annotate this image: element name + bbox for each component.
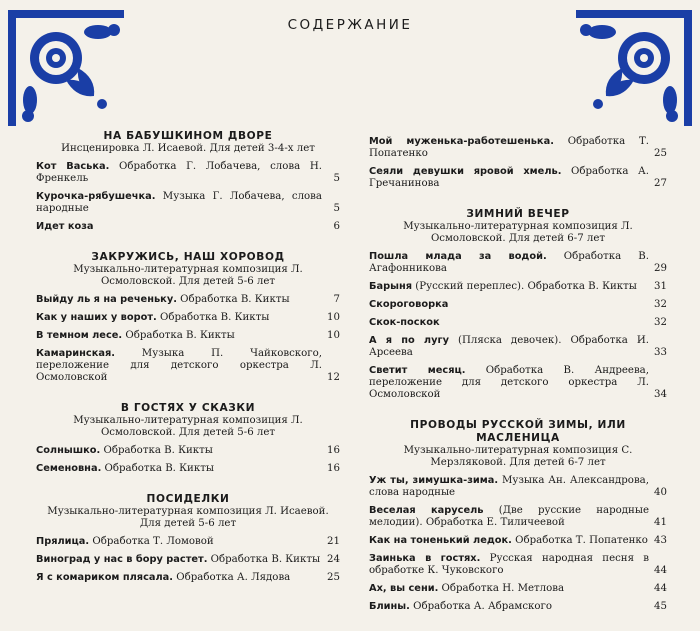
page-number: 41 [654,517,667,528]
toc-entry[interactable] [369,166,667,190]
toc-entry[interactable] [369,365,667,401]
entry-text [369,601,649,613]
page-number: 7 [333,294,340,305]
section-title: В ГОСТЯХ У СКАЗКИ [120,402,256,414]
entry-title: Пошла млада за водой. [369,251,547,262]
section-title: ПРОВОДЫ РУССКОЙ ЗИМЫ, ИЛИ МАСЛЕНИЦА [410,419,626,444]
toc-entry[interactable] [369,601,667,613]
entry-title: Сеяли девушки яровой хмель. [369,166,562,177]
entry-details: Обработка А. Абрамского [409,601,552,612]
toc-section [36,493,340,584]
entry-title: Ах, вы сени. [369,583,439,594]
entry-text [369,553,649,577]
entry-title: Прялица. [36,536,90,547]
section-subtitle: Инсценировка Л. Исаевой. Для детей 3-4-х лет [61,143,315,154]
entry-title: Скок-поскок [369,317,440,328]
entry-title: Камаринская. [36,348,115,359]
entry-text [369,535,649,547]
entry-text [36,312,322,324]
entry-details: Обработка В. Кикты [176,294,290,305]
entry-details: Обработка В. Агафонникова [369,251,649,274]
section-title: НА БАБУШКИНОМ ДВОРЕ [103,130,273,142]
entry-text [36,294,322,306]
toc-column-right [369,130,667,631]
toc-entry[interactable] [369,281,667,293]
entry-title: Веселая карусель [369,505,484,516]
toc-entry[interactable] [36,330,340,342]
page-title: СОДЕРЖАНИЕ [287,17,413,33]
entry-text [36,536,322,548]
page-number: 21 [327,536,340,547]
page-number: 31 [654,281,667,292]
toc-entry[interactable] [369,583,667,595]
toc-entry[interactable] [369,475,667,499]
section-title: ЗИМНИЙ ВЕЧЕР [466,208,570,220]
toc-column-left [36,130,340,602]
toc-entry[interactable] [36,348,340,384]
entry-details: Обработка В. Андреева, переложение для детского оркестра Л. Осмоловской [369,365,649,400]
entry-details: Обработка В. Кикты [156,312,270,323]
entry-details: Обработка А. Лядова [173,572,291,583]
section-subtitle: Музыкально-литературная композиция Л. Осмоловской. Для детей 6-7 лет [403,221,633,244]
entry-details: Обработка Т. Попатенко [511,535,648,546]
toc-entry[interactable] [369,335,667,359]
entry-text [369,317,649,329]
entry-title: Солнышко. [36,445,101,456]
toc-section [369,419,667,613]
section-title: ЗАКРУЖИСЬ, НАШ ХОРОВОД [91,251,285,263]
entry-text [36,330,322,342]
entry-text [369,505,649,529]
section-subtitle: Музыкально-литературная композиция Л. Осмоловской. Для детей 5-6 лет [73,264,303,287]
entry-text [36,463,322,475]
toc-entry[interactable] [369,505,667,529]
section-subtitle: Музыкально-литературная композиция С. Мерзляковой. Для детей 6-7 лет [403,445,633,468]
toc-entry[interactable] [369,535,667,547]
entry-details: Обработка Т. Ломовой [89,536,214,547]
entry-title: Я с комариком плясала. [36,572,174,583]
page-number: 5 [333,173,340,184]
toc-entry[interactable] [369,299,667,311]
toc-entry[interactable] [36,221,340,233]
page-number: 16 [327,445,340,456]
page-number: 25 [654,148,667,159]
page-number: 27 [654,178,667,189]
entry-text [36,445,322,457]
toc-entry[interactable] [36,463,340,475]
section-title: ПОСИДЕЛКИ [146,493,230,505]
entry-details: Музыка Г. Лобачева, слова народные [36,191,322,214]
page-number: 43 [654,535,667,546]
toc-entry[interactable] [36,191,340,215]
entry-title: Уж ты, зимушка-зима. [369,475,499,486]
page-number: 24 [327,554,340,565]
entry-title: Как на тоненький ледок. [369,535,512,546]
toc-entry[interactable] [369,553,667,577]
entry-details: Обработка В. Кикты [122,330,235,341]
page-number: 32 [654,299,667,310]
toc-section [369,136,667,190]
entry-text [36,554,322,566]
entry-text [369,166,649,190]
entry-title: Идет коза [36,221,94,232]
entry-text [369,136,649,160]
toc-entry[interactable] [36,572,340,584]
entry-title: А я по лугу [369,335,449,346]
toc-section [369,208,667,401]
entry-text [369,251,649,275]
page-number: 6 [333,221,340,232]
entry-details: Обработка Н. Метлова [438,583,565,594]
page-number: 44 [654,583,667,594]
entry-details: Музыка Ан. Александрова, слова народные [369,475,649,498]
entry-details: (Русский переплес). Обработка В. Кикты [412,281,637,292]
toc-entry[interactable] [369,136,667,160]
entry-title: Скороговорка [369,299,449,310]
page-number: 12 [327,372,340,383]
entry-title: Кот Васька. [36,161,110,172]
toc-entry[interactable] [36,161,340,185]
toc-entry[interactable] [36,294,340,306]
entry-text [369,365,649,401]
page-number: 25 [327,572,340,583]
entry-text [36,348,322,384]
entry-title: Семеновна. [36,463,102,474]
page-number: 32 [654,317,667,328]
entry-text [36,161,322,185]
entry-details: Обработка В. Кикты [207,554,321,565]
entry-text [369,475,649,499]
entry-title: Виноград у нас в бору растет. [36,554,208,565]
toc-entry[interactable] [36,312,340,324]
page-number: 34 [654,389,667,400]
entry-text [369,299,649,311]
page-number: 33 [654,347,667,358]
entry-details: Обработка В. Кикты [100,445,213,456]
entry-title: Барыня [369,281,413,292]
entry-title: Курочка-рябушечка. [36,191,156,202]
entry-details: (Пляска девочек). Обработка И. Арсеева [369,335,650,358]
entry-text [369,335,649,359]
page-number: 44 [654,565,667,576]
corner-ornament-left-icon [6,8,126,128]
entry-text [36,191,322,215]
page-number: 10 [327,330,340,341]
entry-details: Русская народная песня в обработке К. Чуковского [369,553,649,576]
toc-entry[interactable] [369,251,667,275]
page-number: 10 [327,312,340,323]
toc-section [36,130,340,233]
toc-entry[interactable] [36,445,340,457]
entry-title: Выйду ль я на реченьку. [36,294,177,305]
entry-title: Светит месяц. [369,365,466,376]
entry-text [36,572,322,584]
entry-details: Обработка Г. Лобачева, слова Н. Френкель [36,161,322,184]
page-number: 5 [333,203,340,214]
entry-title: В темном лесе. [36,330,123,341]
page-number: 16 [327,463,340,474]
page-number: 29 [654,263,667,274]
toc-entry[interactable] [36,536,340,548]
toc-section [36,251,340,384]
entry-details: Обработка А. Гречанинова [369,166,649,189]
entry-text [36,221,322,233]
entry-title: Мой муженька-работешенька. [369,136,554,147]
entry-title: Заинька в гостях. [369,553,481,564]
page-number: 45 [654,601,667,612]
corner-ornament-right-icon [574,8,694,128]
section-subtitle: Музыкально-литературная композиция Л. Исаевой. Для детей 5-6 лет [47,506,329,529]
page-number: 40 [654,487,667,498]
section-subtitle: Музыкально-литературная композиция Л. Осмоловской. Для детей 5-6 лет [73,415,303,438]
entry-details: Обработка В. Кикты [101,463,214,474]
entry-title: Блины. [369,601,410,612]
entry-details: Музыка П. Чайковского, переложение для детского оркестра Л. Осмоловской [36,348,322,383]
entry-text [369,281,649,293]
entry-details: (Две русские народные мелодии). Обработка Е. Тиличеевой [369,505,649,528]
entry-title: Как у наших у ворот. [36,312,157,323]
toc-entry[interactable] [369,317,667,329]
entry-details: Обработка Т. Попатенко [369,136,649,159]
toc-entry[interactable] [36,554,340,566]
toc-section [36,402,340,475]
entry-text [369,583,649,595]
